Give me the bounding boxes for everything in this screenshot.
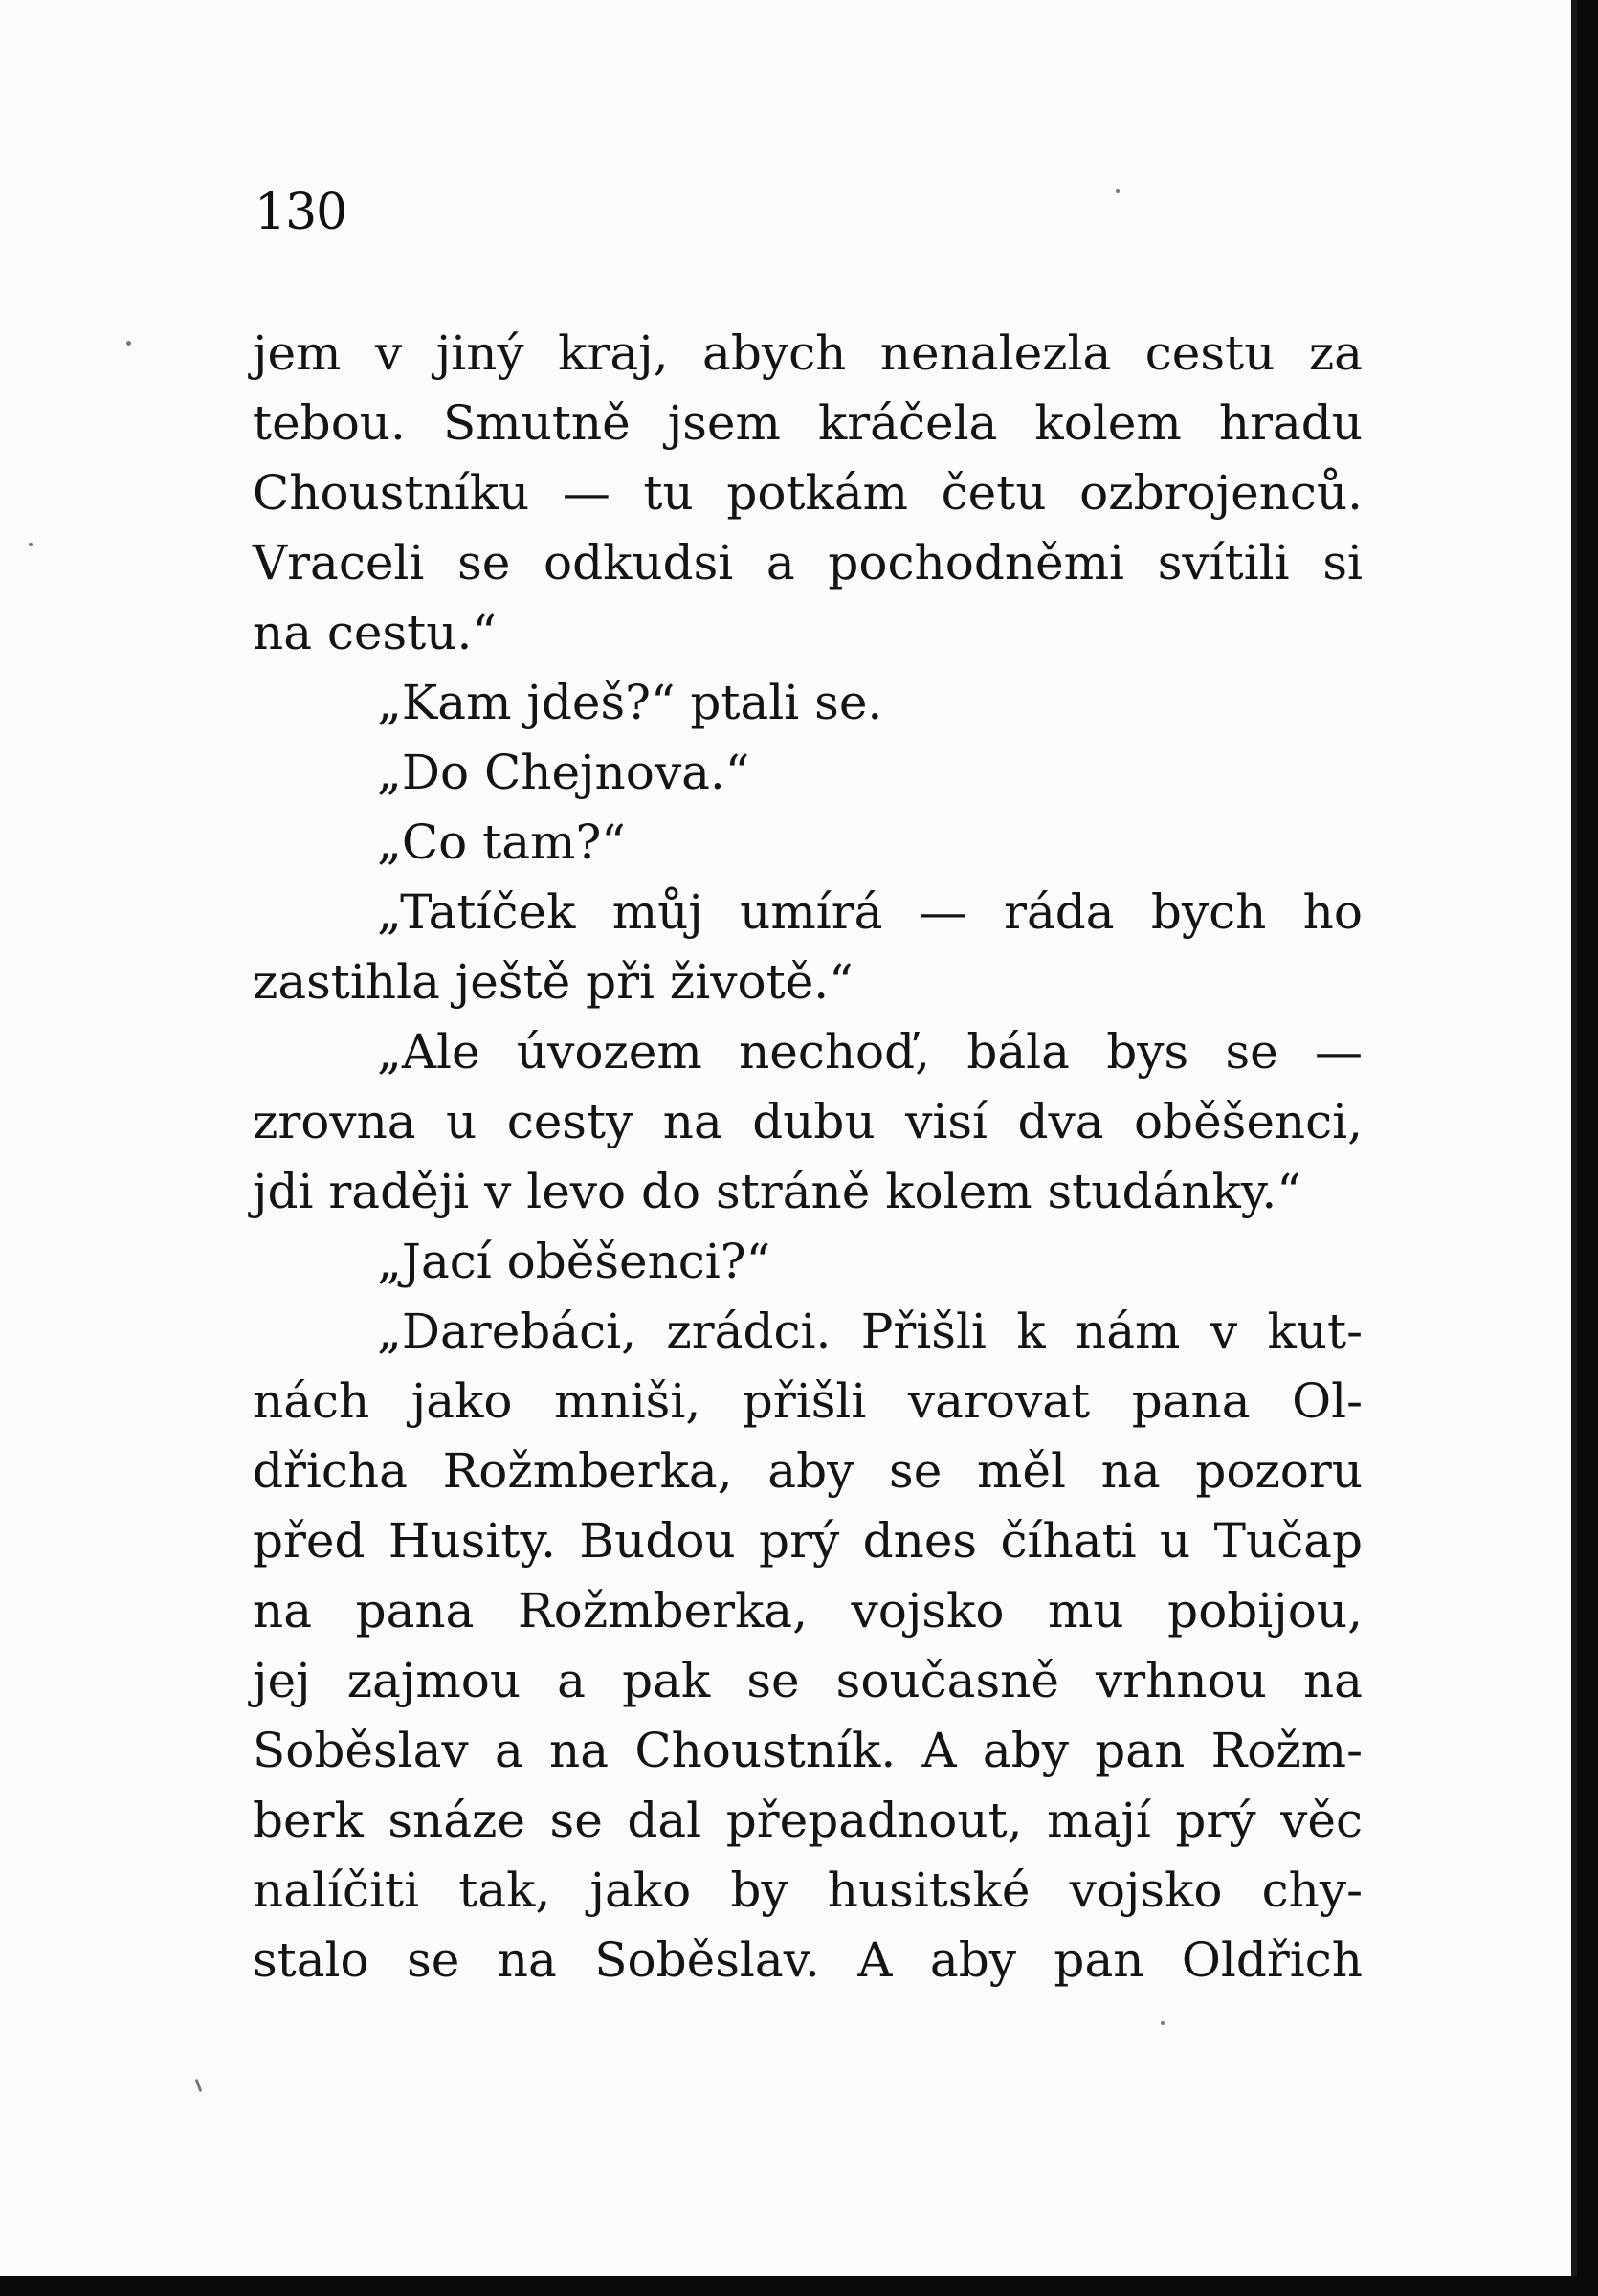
text-line: „Ale úvozem nechoď, bála bys se — [377, 1024, 1363, 1080]
text-line: stalo se na Soběslav. A aby pan Oldřich [253, 1932, 1363, 1988]
text-line: jdi raději v levo do stráně kolem studánky.“ [253, 1164, 1301, 1219]
page-number: 130 [255, 184, 347, 241]
text-line: „Kam jdeš?“ ptali se. [377, 675, 883, 730]
text-line: berk snáze se dal přepadnout, mají prý věc [253, 1793, 1363, 1848]
text-line: dřicha Rožmberka, aby se měl na pozoru [253, 1443, 1363, 1499]
paper-speck [195, 2079, 203, 2092]
text-line: na cestu.“ [253, 605, 497, 660]
text-line: „Co tam?“ [377, 814, 626, 870]
text-line: zastihla ještě při životě.“ [253, 954, 854, 1010]
text-line: tebou. Smutně jsem kráčela kolem hradu [253, 395, 1363, 451]
text-line: „Darebáci, zrádci. Přišli k nám v kut- [377, 1304, 1363, 1359]
text-line: jej zajmou a pak se současně vrhnou na [253, 1653, 1363, 1708]
paper-speck [1161, 2021, 1165, 2025]
text-line: „Jací oběšenci?“ [377, 1234, 771, 1289]
paper-speck [29, 543, 33, 546]
text-line: „Do Chejnova.“ [377, 745, 750, 800]
paper-speck [126, 341, 131, 346]
paper-speck [1116, 189, 1120, 193]
text-line: před Husity. Budou prý dnes číhati u Tučap [253, 1513, 1363, 1569]
text-line: na pana Rožmberka, vojsko mu pobijou, [253, 1583, 1363, 1638]
text-line: Vraceli se odkudsi a pochodněmi svítili si [253, 535, 1363, 591]
text-line: „Tatíček můj umírá — ráda bych ho [377, 884, 1363, 940]
text-line: zrovna u cesty na dubu visí dva oběšenci, [253, 1094, 1363, 1149]
text-line: Soběslav a na Choustník. A aby pan Rožm- [253, 1723, 1363, 1778]
text-line: nalíčiti tak, jako by husitské vojsko chy- [253, 1862, 1363, 1918]
text-line: jem v jiný kraj, abych nenalezla cestu za [253, 325, 1363, 381]
text-line: nách jako mniši, přišli varovat pana Ol- [253, 1373, 1363, 1429]
body-text [253, 319, 1363, 1995]
text-line: Choustníku — tu potkám četu ozbrojenců. [253, 465, 1363, 521]
